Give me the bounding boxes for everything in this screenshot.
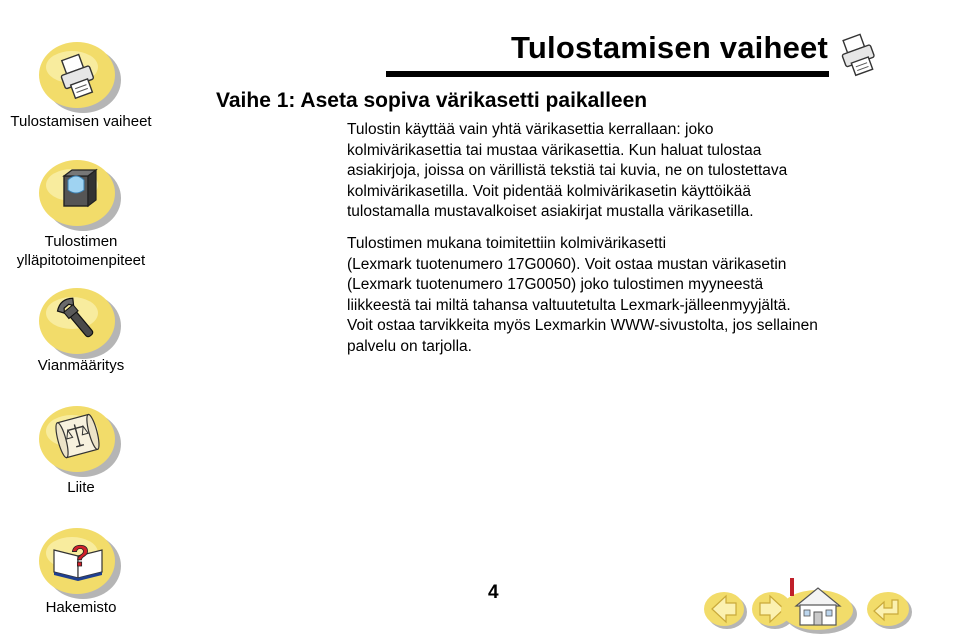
text-line: kolmivärikasettia tai mustaa värikasettia. Kun haluat tulostaa [347,141,762,159]
text-line: Tulostimen mukana toimitettiin kolmivärikasetti [347,235,667,252]
nav-label: Hakemisto [45,599,117,616]
text-line: tulostamalla mustavalkoiset asiakirjat mustalla värikasetilla. [347,203,754,221]
text-line: Voit ostaa tarvikkeita myös Lexmarkin WWW-sivustolta, jos sellainen [347,317,818,335]
printer-icon [836,32,882,78]
nav-label: Vianmääritys [37,357,125,374]
return-arrow-icon[interactable] [862,584,916,634]
nav-index[interactable] [0,520,162,620]
printer-icon [34,34,122,122]
nav-troubleshooting[interactable] [0,280,162,380]
cartridge-icon [34,152,122,240]
text-line: kolmivärikasetilla. Voit pidentää kolmivärikasetin käyttöikää [347,182,752,200]
nav-label: Tulostimen ylläpitotoimenpiteet [16,233,146,269]
nav-label: Tulostamisen vaiheet [10,113,152,130]
title-underline [386,71,829,77]
svg-text:?: ? [71,540,90,573]
nav-printer-maintenance[interactable] [0,152,162,272]
back-arrow-icon[interactable] [700,584,750,634]
scroll-scales-icon [34,398,122,486]
nav-label: Liite [67,479,95,496]
text-line: Tulostin käyttää vain yhtä värikasettia kerrallaan: joko [347,121,714,138]
wrench-icon [34,280,122,368]
paragraph-part-numbers [347,234,907,358]
home-icon[interactable] [776,572,860,638]
page-title: Tulostamisen vaiheet [511,30,828,65]
text-line: (Lexmark tuotenumero 17G0050) joko tulostimen myyneestä [347,276,764,294]
page-number: 4 [488,582,499,603]
step-heading: Vaihe 1: Aseta sopiva värikasetti paikalleen [216,89,648,112]
book-question-icon [34,520,122,608]
text-line: palvelu on tarjolla. [347,337,472,355]
text-line: (Lexmark tuotenumero 17G0060). Voit ostaa mustan värikasetin [347,255,787,273]
text-line: liikkeestä tai miltä tahansa valtuutetulta Lexmark-jälleenmyyjältä. [347,296,791,314]
nav-appendix[interactable] [0,398,162,502]
side-navigation [0,0,162,642]
text-line: asiakirjoja, joissa on värillistä tekstiä tai kuvia, ne on tulostettava [347,162,788,180]
paragraph-cartridge-usage [347,120,907,223]
nav-printing-steps[interactable] [0,34,162,134]
